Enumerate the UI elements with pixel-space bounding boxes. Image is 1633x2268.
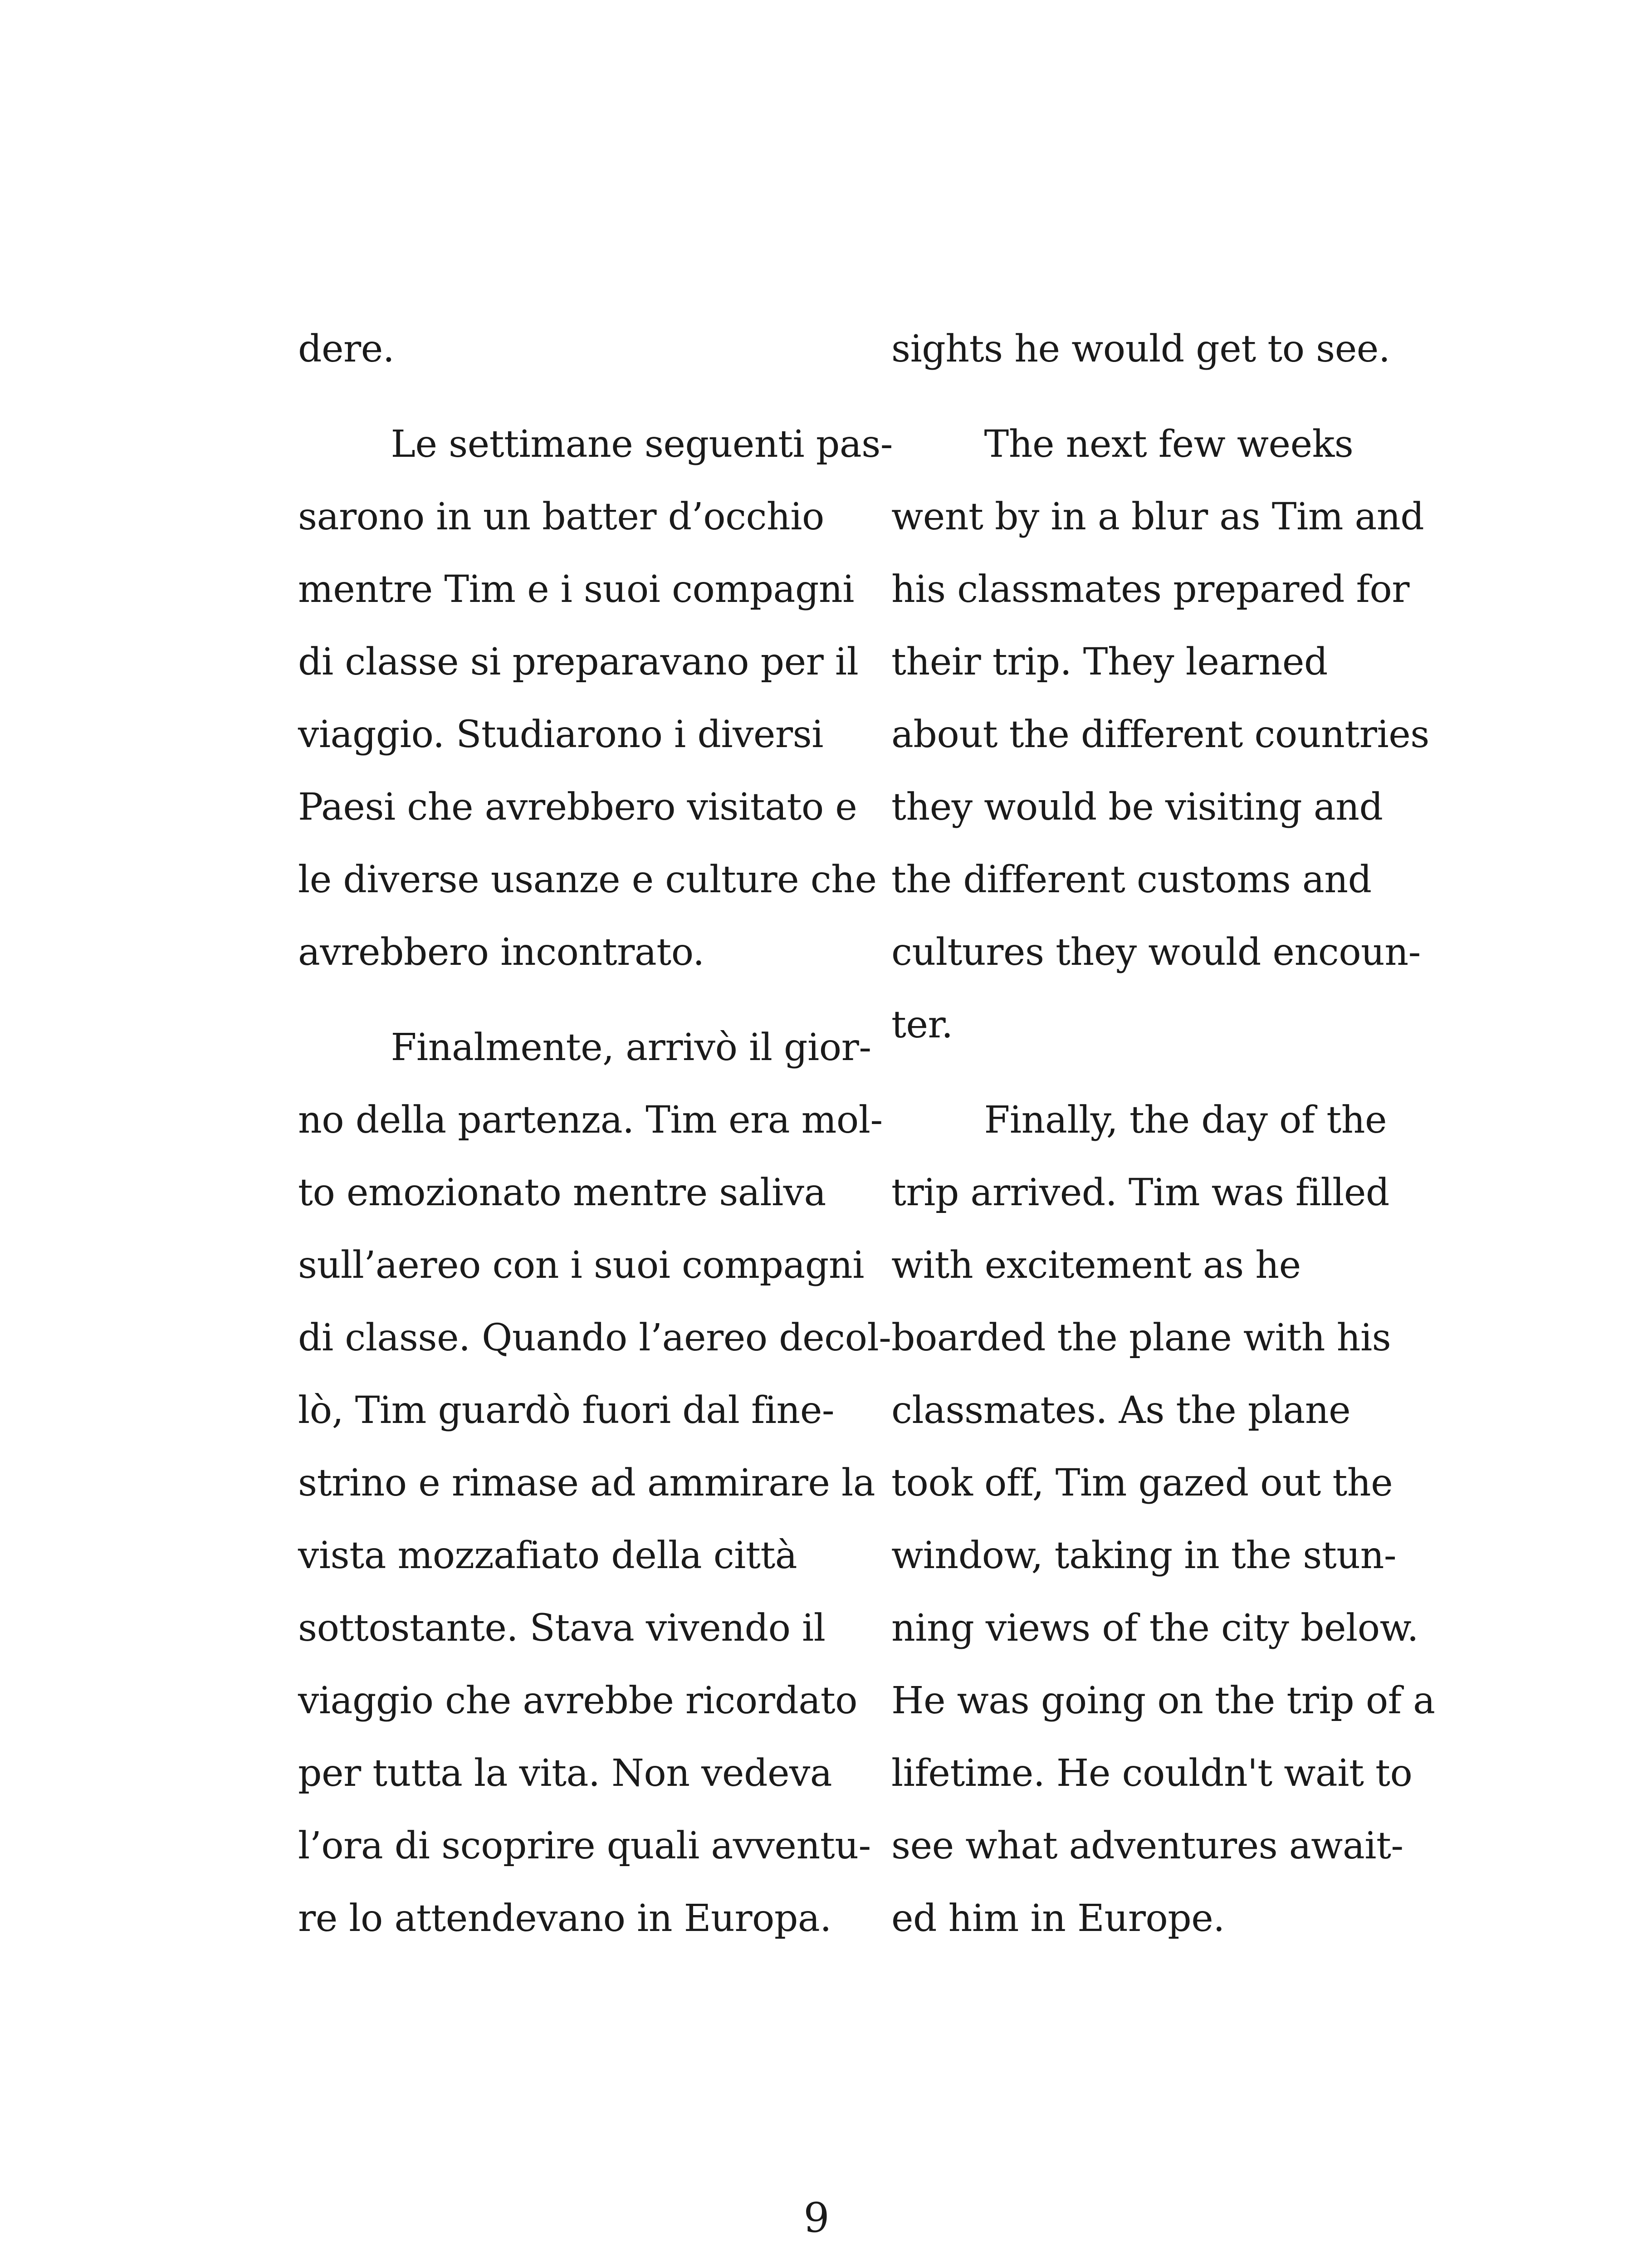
text-line: sottostante. Stava vivendo il (298, 1607, 826, 1650)
text-line: per tutta la vita. Non vedeva (298, 1752, 832, 1795)
text-line: mentre Tim e i suoi compagni (298, 568, 854, 611)
text-line: took off, Tim gazed out the (891, 1461, 1393, 1505)
text-line: viaggio che avrebbe ricordato (298, 1679, 858, 1722)
bat-icon (767, 2263, 939, 2268)
page-number: 9 (803, 2194, 830, 2242)
text-line: the different customs and (891, 858, 1372, 901)
text-line: about the different countries (891, 713, 1429, 756)
text-line: The next few weeks (891, 423, 1354, 466)
text-line: to emozionato mentre saliva (298, 1171, 826, 1214)
text-line: vista mozzafiato della città (298, 1534, 797, 1577)
text-line: window, taking in the stun- (891, 1534, 1397, 1577)
text-line: cultures they would encoun- (891, 931, 1421, 974)
text-line: sarono in un batter d’occhio (298, 495, 824, 538)
text-line: le diverse usanze e culture che (298, 858, 877, 901)
text-line: his classmates prepared for (891, 568, 1409, 611)
text-line: ning views of the city below. (891, 1607, 1419, 1650)
text-line: went by in a blur as Tim and (891, 495, 1424, 538)
text-line: viaggio. Studiarono i diversi (298, 713, 823, 756)
text-line: lò, Tim guardò fuori dal fine- (298, 1389, 835, 1432)
text-line: avrebbero incontrato. (298, 931, 704, 974)
text-line: ter. (891, 1003, 953, 1046)
text-line: see what adventures await- (891, 1824, 1403, 1867)
text-line: sull’aereo con i suoi compagni (298, 1244, 864, 1287)
text-line: they would be visiting and (891, 786, 1383, 829)
text-line: with excitement as he (891, 1244, 1301, 1287)
text-line: their trip. They learned (891, 640, 1328, 684)
text-line: re lo attendevano in Europa. (298, 1897, 831, 1940)
text-line: Finalmente, arrivò il gior- (298, 1026, 871, 1069)
text-line: classmates. As the plane (891, 1389, 1351, 1432)
text-line: ed him in Europe. (891, 1897, 1225, 1940)
text-line: di classe. Quando l’aereo decol- (298, 1316, 891, 1359)
text-line: lifetime. He couldn't wait to (891, 1752, 1413, 1795)
text-line: no della partenza. Tim era mol- (298, 1099, 883, 1142)
text-line: boarded the plane with his (891, 1316, 1391, 1359)
text-line: He was going on the trip of a (891, 1679, 1435, 1722)
text-line: di classe si preparavano per il (298, 640, 859, 684)
text-line: dere. (298, 327, 395, 371)
text-line: Paesi che avrebbero visitato e (298, 786, 857, 829)
text-line: l’ora di scoprire quali avventu- (298, 1824, 871, 1867)
text-line: trip arrived. Tim was filled (891, 1171, 1389, 1214)
text-line: sights he would get to see. (891, 327, 1390, 371)
text-line: Le settimane seguenti pas- (298, 423, 893, 466)
text-line: Finally, the day of the (891, 1099, 1387, 1142)
text-line: strino e rimase ad ammirare la (298, 1461, 875, 1505)
